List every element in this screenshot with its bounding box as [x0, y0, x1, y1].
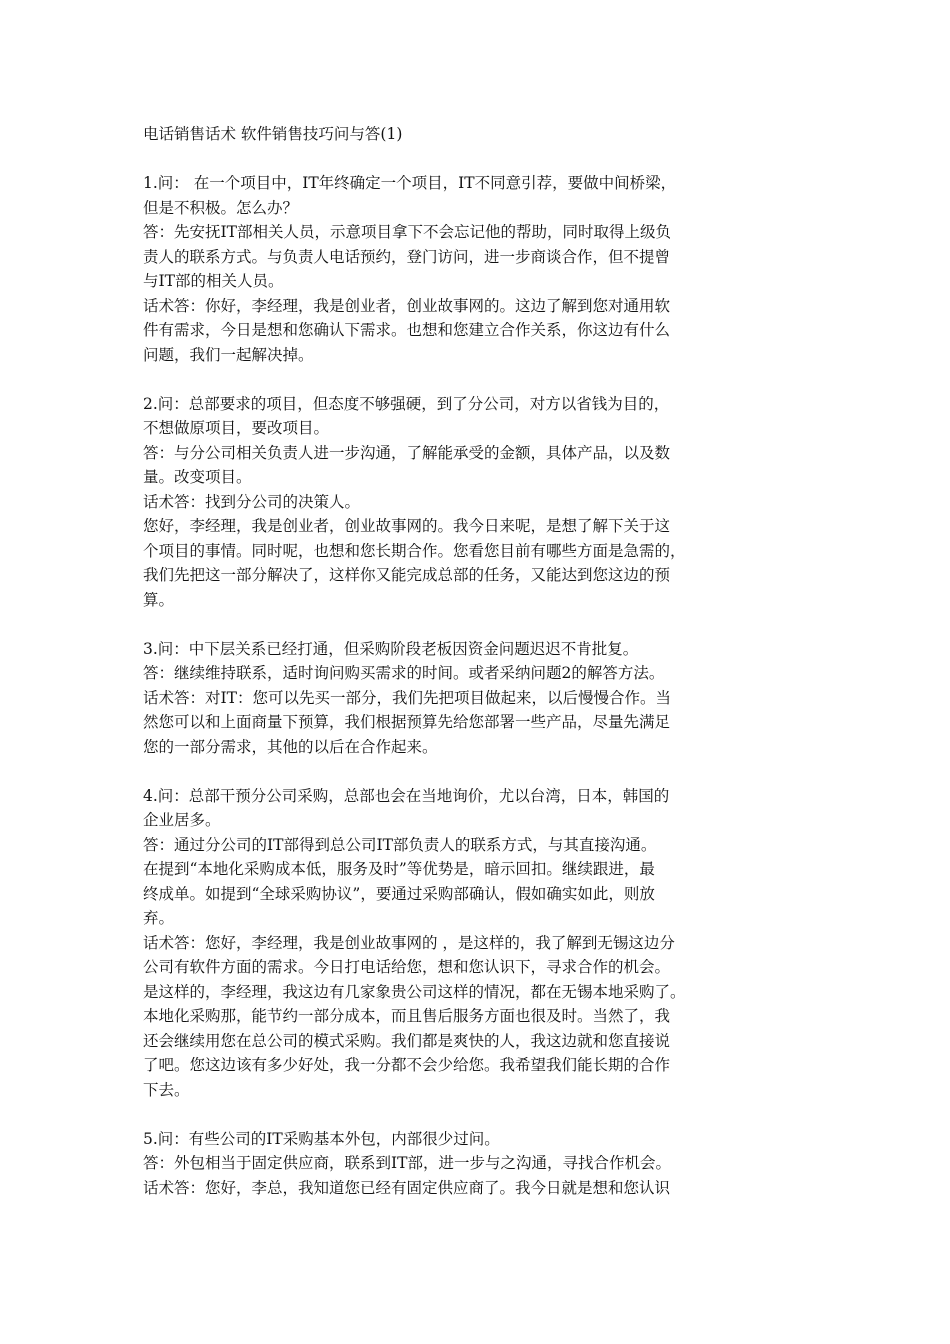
text-line: 个项目的事情。同时呢，也想和您长期合作。您看您目前有哪些方面是急需的，	[143, 541, 686, 560]
qa-section-2	[143, 392, 808, 613]
text-line: 答：先安抚IT部相关人员，示意项目拿下不会忘记他的帮助，同时取得上级负	[143, 223, 671, 241]
text-line: 5.问：有些公司的IT采购基本外包，内部很少过问。	[143, 1129, 500, 1148]
document-title: 电话销售话术 软件销售技巧问与答(1)	[143, 125, 403, 143]
text-line: 终成单。如提到“全球采购协议”，要通过采购部确认，假如确实如此，则放	[143, 884, 655, 903]
document-page	[143, 122, 808, 1200]
text-line: 4.问：总部干预分公司采购，总部也会在当地询价，尤以台湾，日本，韩国的	[143, 786, 670, 805]
qa-section-1	[143, 171, 808, 367]
text-line: 话术答：您好，李经理，我是创业故事网的 ，是这样的，我了解到无锡这边分	[143, 933, 675, 952]
text-line: 3.问：中下层关系已经打通，但采购阶段老板因资金问题迟迟不肯批复。	[143, 639, 639, 658]
text-line: 算。	[143, 590, 175, 609]
qa-section-5	[143, 1127, 808, 1201]
qa-section-3	[143, 637, 808, 760]
text-line: 件有需求，今日是想和您确认下需求。也想和您建立合作关系，你这边有什么	[143, 321, 671, 339]
text-line: 责人的联系方式。与负责人电话预约，登门访问，进一步商谈合作，但不提曾	[143, 247, 671, 266]
text-line: 下去。	[143, 1080, 190, 1099]
text-line: 答：继续维持联系，适时询问购买需求的时间。或者采纳问题2的解答方法。	[143, 664, 665, 682]
text-line: 然您可以和上面商量下预算，我们根据预算先给您部署一些产品，尽量先满足	[143, 713, 671, 731]
qa-section-4	[143, 784, 808, 1103]
text-line: 与IT部的相关人员。	[143, 272, 284, 290]
text-line: 话术答：您好，李总，我知道您已经有固定供应商了。我今日就是想和您认识	[143, 1178, 671, 1197]
text-line: 问题，我们一起解决掉。	[143, 345, 314, 364]
text-line: 在提到“本地化采购成本低，服务及时”等优势是，暗示回扣。继续跟进，最	[143, 860, 655, 878]
text-line: 我们先把这一部分解决了，这样你又能完成总部的任务，又能达到您这边的预	[143, 566, 671, 584]
text-line: 企业居多。	[143, 811, 221, 829]
text-line: 不想做原项目，要改项目。	[143, 419, 330, 437]
text-line: 还会继续用您在总公司的模式采购。我们都是爽快的人，我这边就和您直接说	[143, 1031, 671, 1050]
text-line: 1.问： 在一个项目中，IT年终确定一个项目，IT不同意引荐，要做中间桥梁，	[143, 174, 677, 192]
text-line: 是这样的，李经理，我这边有几家象贵公司这样的情况，都在无锡本地采购了。	[143, 982, 686, 1001]
text-line: 但是不积极。怎么办？	[143, 198, 299, 217]
paragraph-gap	[143, 367, 808, 392]
paragraph-gap	[143, 147, 808, 172]
text-line: 2.问：总部要求的项目，但态度不够强硬，到了分公司，对方以省钱为目的，	[143, 394, 670, 413]
text-line: 公司有软件方面的需求。今日打电话给您，想和您认识下，寻求合作的机会。	[143, 958, 671, 976]
text-line: 话术答：对IT：您可以先买一部分，我们先把项目做起来，以后慢慢合作。当	[143, 688, 671, 707]
text-line: 本地化采购那，能节约一部分成本，而且售后服务方面也很及时。当然了，我	[143, 1007, 671, 1025]
text-line: 您好，李经理，我是创业者，创业故事网的。我今日来呢，是想了解下关于这	[143, 517, 671, 535]
paragraph-gap	[143, 759, 808, 784]
text-line: 话术答：找到分公司的决策人。	[143, 492, 361, 511]
text-line: 弃。	[143, 909, 175, 927]
paragraph-gap	[143, 1102, 808, 1127]
paragraph-gap	[143, 612, 808, 637]
qa-sections	[143, 171, 808, 1200]
text-line: 答：与分公司相关负责人进一步沟通，了解能承受的金额，具体产品，以及数	[143, 443, 671, 462]
text-line: 答：通过分公司的IT部得到总公司IT部负责人的联系方式，与其直接沟通。	[143, 835, 657, 854]
text-line: 您的一部分需求，其他的以后在合作起来。	[143, 737, 438, 756]
text-line: 话术答：你好，李经理，我是创业者，创业故事网的。这边了解到您对通用软	[143, 296, 671, 315]
text-line: 量。改变项目。	[143, 468, 252, 486]
text-line: 了吧。您这边该有多少好处，我一分都不会少给您。我希望我们能长期的合作	[143, 1056, 671, 1074]
text-line: 答：外包相当于固定供应商，联系到IT部，进一步与之沟通，寻找合作机会。	[143, 1154, 671, 1172]
